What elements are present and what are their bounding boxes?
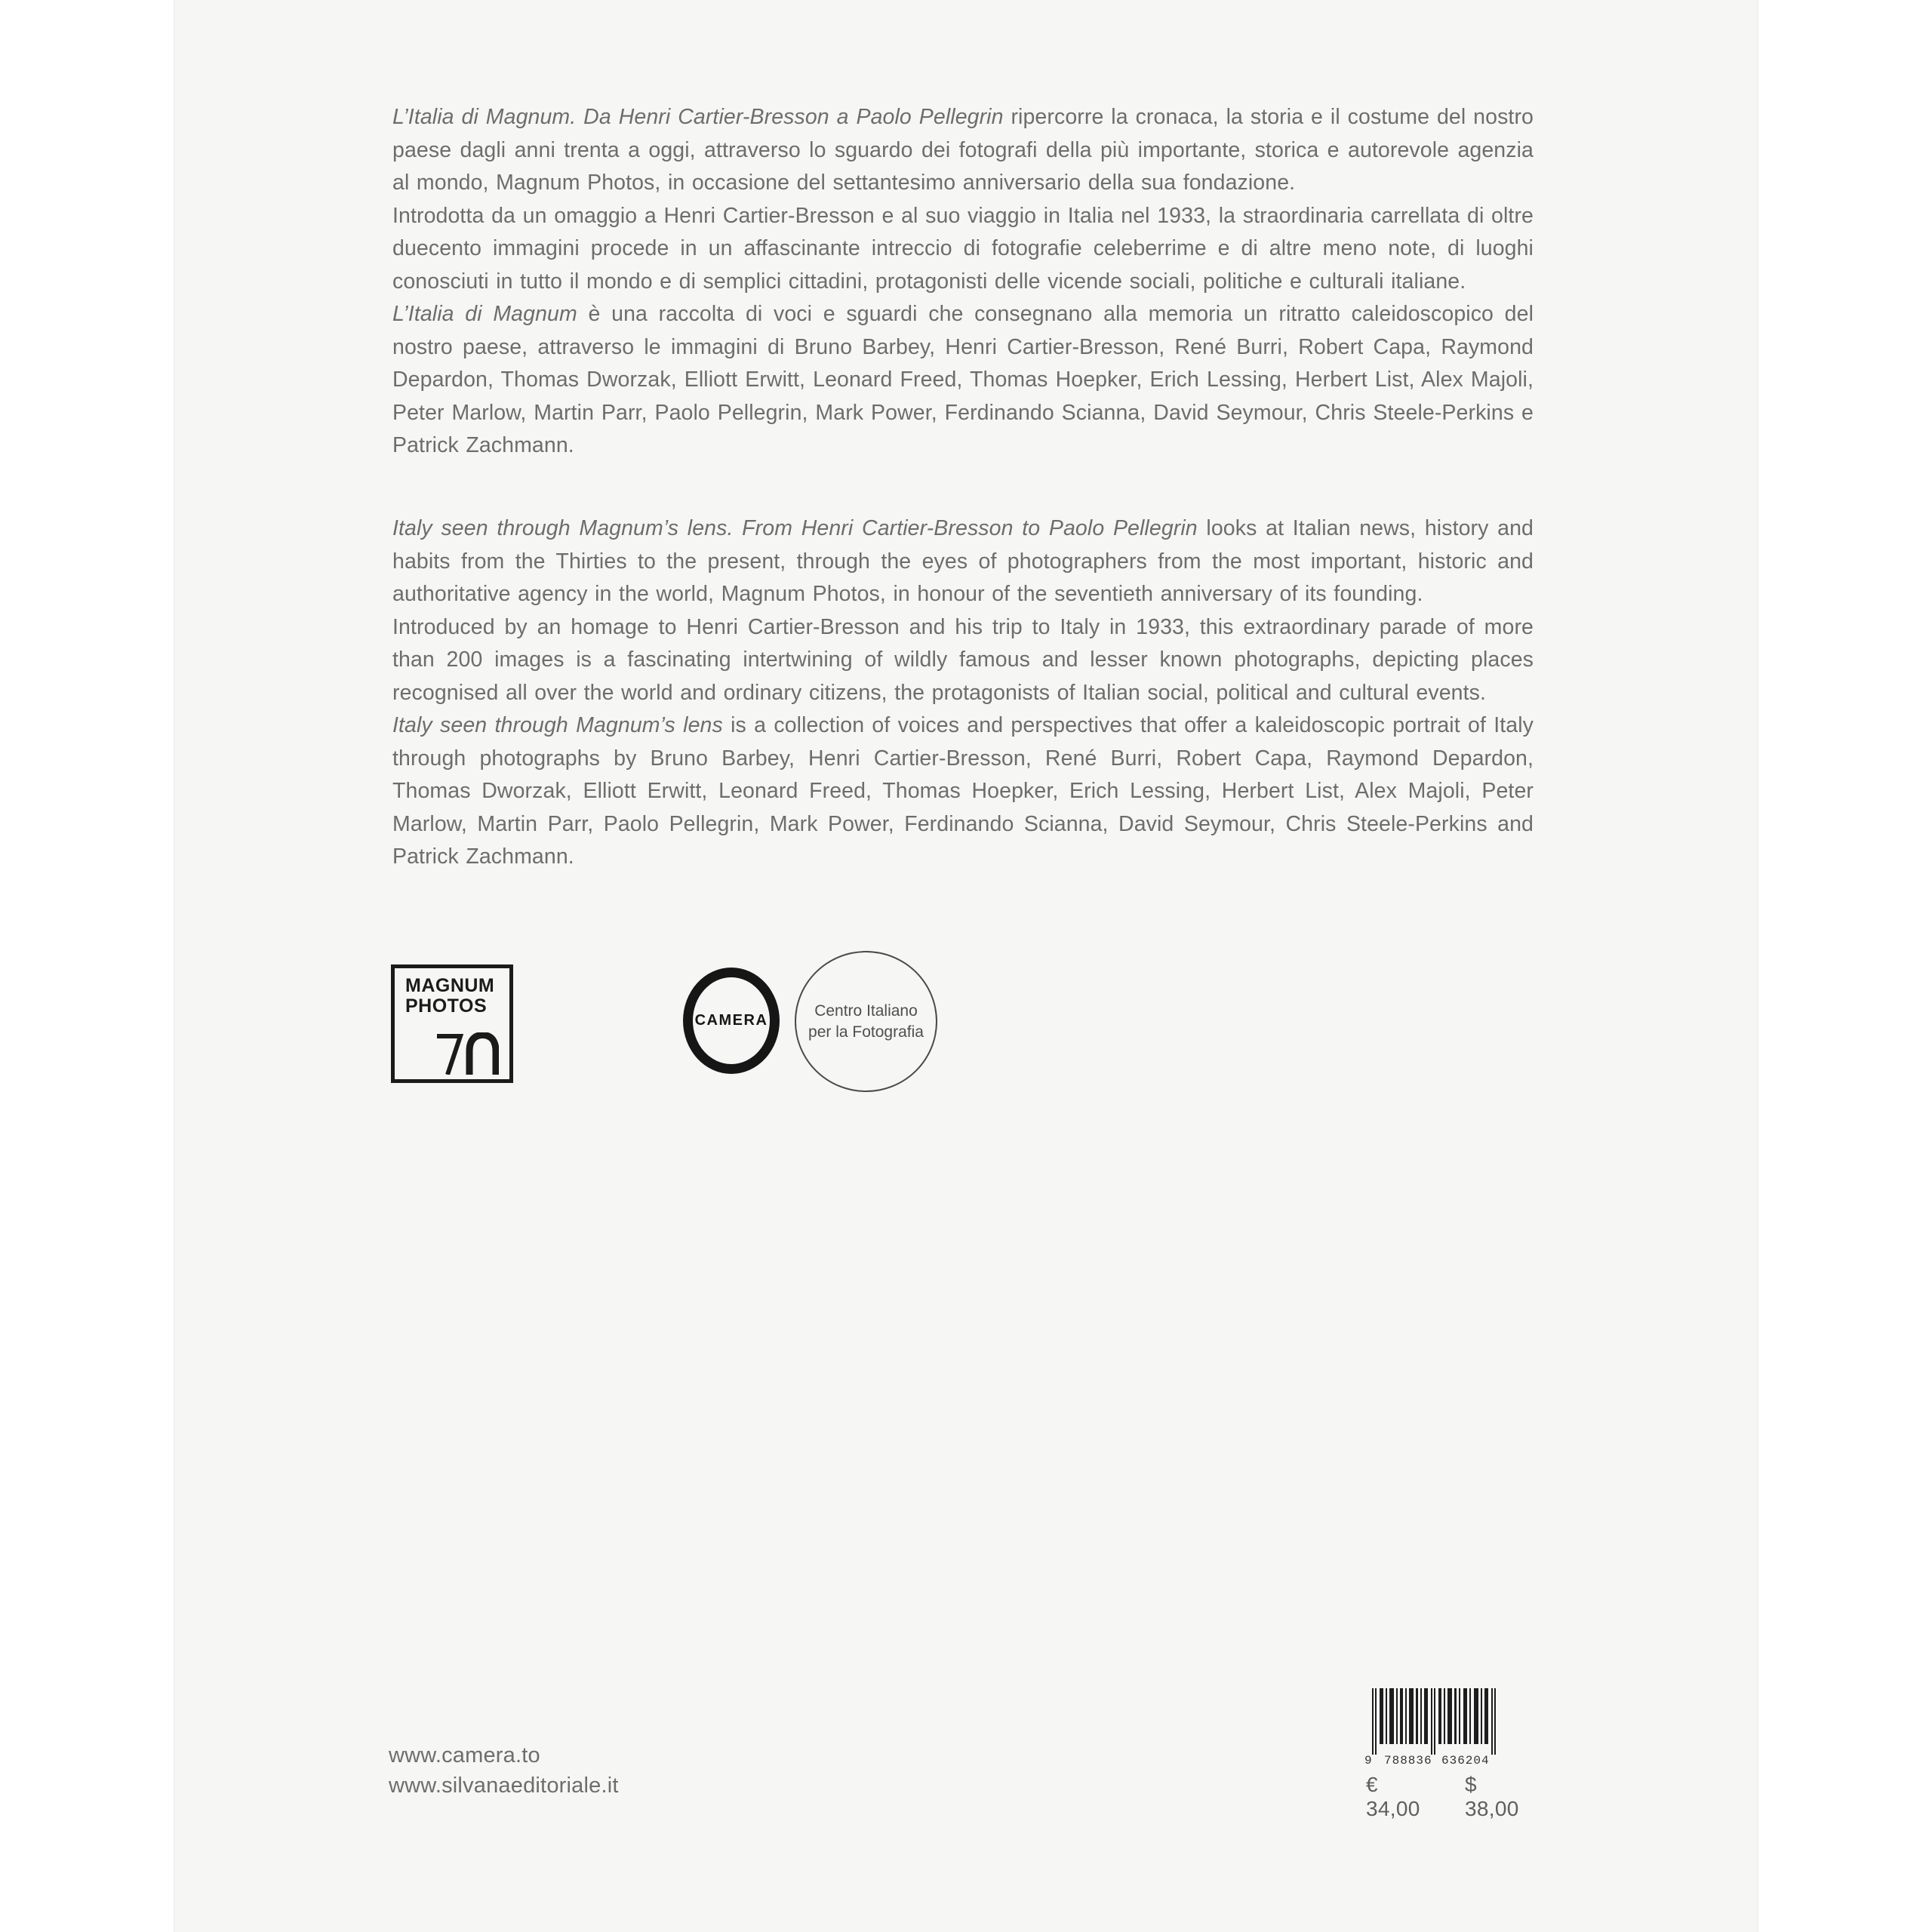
magnum-photos-70-logo bbox=[391, 964, 513, 1083]
italian-description bbox=[392, 101, 1534, 463]
camera-website-url: www.camera.to bbox=[389, 1743, 540, 1767]
centro-logo-line1: Centro Italiano bbox=[814, 1001, 918, 1020]
book-back-cover bbox=[174, 0, 1758, 1932]
magnum-wordmark-line2: PHOTOS bbox=[405, 995, 488, 1017]
english-paragraph-2: Introduced by an homage to Henri Cartier-Bresson and his trip to Italy in 1933, this extraordinary parade of more than 200 images is a fascinating intertwining of wildly famous and lesser known photographs, depicting places recognised all over the world and ordinary citizens, the protagonists of Italian social, political and cultural events. bbox=[392, 614, 1534, 705]
book-title-english-short: Italy seen through Magnum’s lens bbox=[392, 713, 723, 737]
ean13-barcode bbox=[1364, 1688, 1500, 1765]
isbn-barcode-block bbox=[1364, 1688, 1531, 1821]
price-dollar: $ 38,00 bbox=[1465, 1773, 1519, 1820]
book-title-english: Italy seen through Magnum’s lens. From Henri Cartier-Bresson to Paolo Pellegrin bbox=[392, 516, 1198, 540]
price-euro: € 34,00 bbox=[1366, 1773, 1420, 1820]
english-paragraph-3 bbox=[392, 709, 1534, 874]
english-paragraph-1 bbox=[392, 512, 1534, 611]
isbn-group-1: 788836 bbox=[1384, 1754, 1432, 1765]
publisher-websites bbox=[389, 1740, 619, 1801]
price-row bbox=[1366, 1773, 1531, 1821]
italian-paragraph-1 bbox=[392, 101, 1534, 200]
italian-paragraph-3 bbox=[392, 298, 1534, 463]
centro-italiano-fotografia-logo bbox=[795, 951, 937, 1092]
camera-wordmark: CAMERA bbox=[694, 1012, 768, 1029]
magnum-70-anniversary-icon bbox=[434, 1032, 499, 1075]
centro-logo-line2: per la Fotografia bbox=[808, 1023, 924, 1041]
english-paragraph-3-text: is a collection of voices and perspectives that offer a kaleidoscopic portrait of Italy through photographs by Bruno Barbey, Henri Cartier-Bresson, René Burri, Robert Capa, Raymond Depardon, Thomas Dworzak, Elliott Erwitt, Leonard Freed, Thomas Hoepker, Erich Lessing, Herbert List, Alex Majoli, Peter Marlow, Martin Parr, Paolo Pellegrin, Mark Power, Ferdinando Scianna, David Seymour, Chris Steele-Perkins and Patrick Zachmann. bbox=[392, 713, 1534, 869]
isbn-group-2: 636204 bbox=[1441, 1754, 1490, 1765]
magnum-wordmark-line1: MAGNUM bbox=[405, 975, 495, 996]
silvana-editoriale-url: www.silvanaeditoriale.it bbox=[389, 1774, 619, 1798]
isbn-lead-digit: 9 bbox=[1364, 1754, 1372, 1765]
book-title-italian-short: L’Italia di Magnum bbox=[392, 302, 577, 326]
italian-paragraph-1-text: ripercorre la cronaca, la storia e il costume del nostro paese dagli anni trenta a oggi, attraverso lo sguardo dei fotografi della più importante, storica e autorevole agenzia al mondo, Magnum Photos, in occasione del settantesimo anniversario della sua fondazione. bbox=[392, 105, 1534, 195]
magnum-photos-wordmark bbox=[405, 976, 494, 1017]
book-title-italian: L’Italia di Magnum. Da Henri Cartier-Bresson a Paolo Pellegrin bbox=[392, 105, 1004, 129]
english-description bbox=[392, 512, 1534, 874]
camera-torino-logo bbox=[683, 968, 780, 1074]
italian-paragraph-3-text: è una raccolta di voci e sguardi che consegnano alla memoria un ritratto caleidoscopico del nostro paese, attraverso le immagini di Bruno Barbey, Henri Cartier-Bresson, René Burri, Robert Capa, Raymond Depardon, Thomas Dworzak, Elliott Erwitt, Leonard Freed, Thomas Hoepker, Erich Lessing, Herbert List, Alex Majoli, Peter Marlow, Martin Parr, Paolo Pellegrin, Mark Power, Ferdinando Scianna, David Seymour, Chris Steele-Perkins e Patrick Zachmann. bbox=[392, 302, 1534, 457]
italian-paragraph-2: Introdotta da un omaggio a Henri Cartier-Bresson e al suo viaggio in Italia nel 1933, la straordinaria carrellata di oltre duecento immagini procede in un affascinante intreccio di fotografie celeberrime e di altre meno note, di luoghi conosciuti in tutto il mondo e di semplici cittadini, protagonisti delle vicende sociali, politiche e culturali italiane. bbox=[392, 203, 1534, 294]
english-paragraph-1-text: looks at Italian news, history and habits from the Thirties to the present, through the eyes of photographers from the most important, historic and authoritative agency in the world, Magnum Photos, in honour of the seventieth anniversary of its founding. bbox=[392, 516, 1534, 606]
